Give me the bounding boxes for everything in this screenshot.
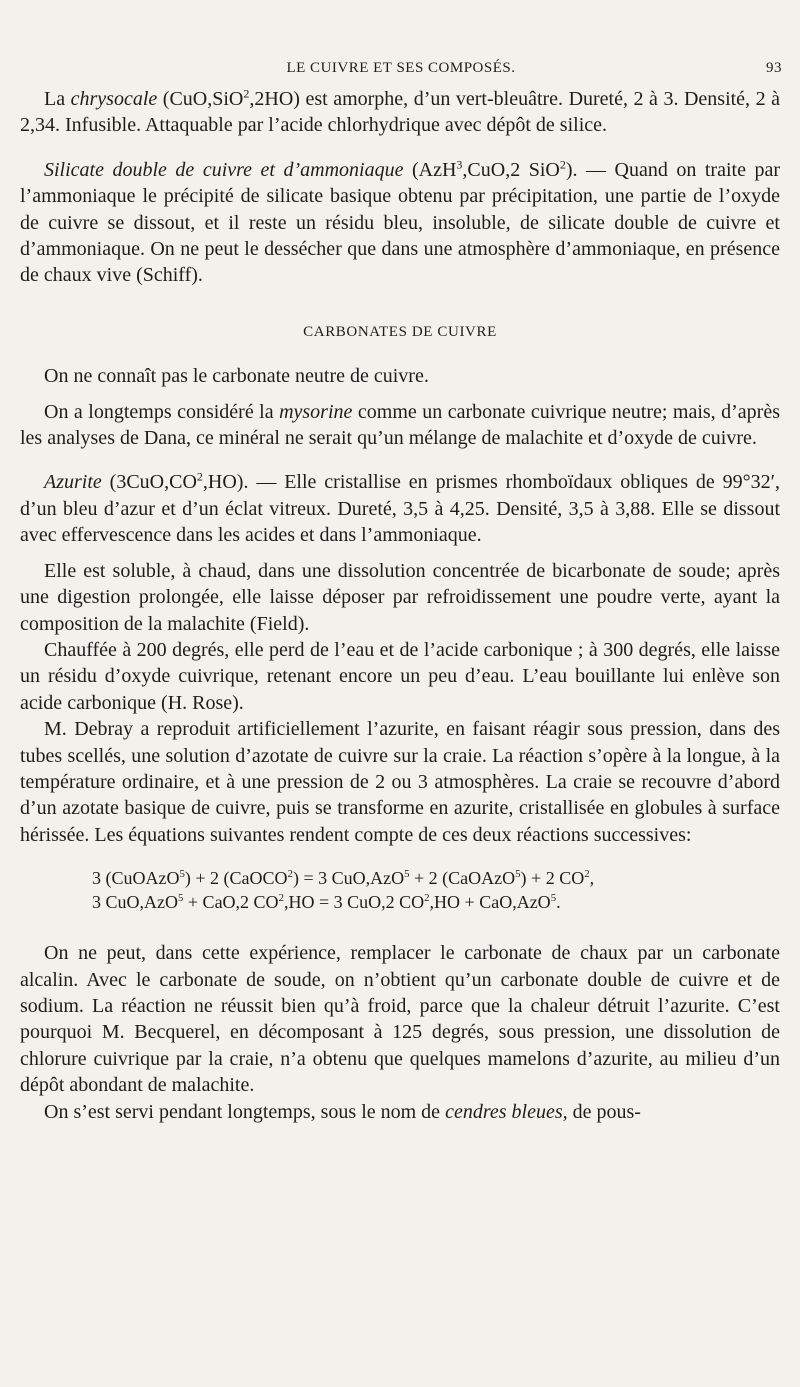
paragraph-neutral-carbonate: On ne connaît pas le carbonate neutre de cuivre.	[44, 365, 429, 388]
paragraph-azurite: Azurite $(3CuO,CO^2,HO)$. — Elle cristallise en prismes rhomboïdaux obliques de 99°32′, d’un bleu d’azur et d’un éclat vitreux. Dureté, 3,5 à 4,25. Densité, 3,5 à 3,88. Elle se dissout avec effervescence dans les acides et dans l’ammoniaque.	[20, 469, 780, 547]
mineral-name-azurite: Azurite	[44, 471, 102, 494]
equation-2: 3 CuO,AzO$^5$ + CaO,2 $CO^2,HO = 3$ CuO,2 $CO^2,HO + CaO,AzO^5$.	[92, 892, 561, 913]
paragraph-solubility: Elle est soluble, à chaud, dans une dissolution concentrée de bicarbonate de soude; après une digestion prolongée, elle laisse déposer par refroidissement une poudre verte, ayant la composition de la malachite (Field).	[20, 559, 780, 635]
paragraph-heating: Chauffée à 200 degrés, elle perd de l’eau et de l’acide carbonique ; à 300 degrés, elle laisse un résidu d’oxyde cuivrique, retenant encore un peu d’eau. L’eau bouillante lui enlève son acide carbonique (H. Rose).	[20, 638, 780, 714]
mineral-name-mysorine: mysorine	[279, 400, 353, 423]
reaction-equations	[20, 866, 780, 914]
paragraph-chrysocale: La chrysocale (CuO,SiO$^2$,2HO) est amorphe, d’un vert-bleuâtre. Dureté, 2 à 3. Densité, 2 à 2,34. Infusible. Attaquable par l’acide chlorhydrique avec dépôt de silice.	[20, 86, 780, 137]
equation-1: 3 (CuOAzO$^5$) + 2 (CaOCO$^2$) = 3 CuO,AzO$^5$ + 2 (CaOAzO$^5$) + 2 $CO^2$,	[92, 868, 595, 889]
term-cendres-bleues: cendres bleues,	[445, 1100, 568, 1123]
compound-name-silicate: Silicate double de cuivre et d’ammoniaque	[44, 158, 404, 181]
paragraph-alkaline-carbonate: On ne peut, dans cette expérience, remplacer le carbonate de chaux par un carbonate alcalin. Avec le carbonate de soude, on n’obtient qu’un carbonate double de cuivre et de sodium. La réaction ne réussit bien qu’à froid, parce que la chaleur détruit l’azurite. C’est pourquoi M. Becquerel, en décomposant à 125 degrés, sous pression, une dissolution de chlorure cuivrique par la craie, n’a obtenu que quelques mamelons d’azurite, au milieu d’un dépôt abondant de malachite.	[20, 942, 780, 1097]
paragraph-debray: M. Debray a reproduit artificiellement l’azurite, en faisant réagir sous pression, dans des tubes scellés, une solution d’azotate de cuivre sur la craie. La réaction s’opère à la longue, à la température ordinaire, et à une pression de 2 ou 3 atmosphères. La craie se recouvre d’abord d’un azotate basique de cuivre, puis se transforme en azurite, cristallisée en globules à surface hérissée. Les équations suivantes rendent compte de ces deux réactions successives:	[20, 718, 780, 846]
page-number: 93	[766, 60, 782, 76]
section-heading: CARBONATES DE CUIVRE	[303, 323, 497, 340]
paragraph-mysorine: On a longtemps considéré la mysorine comme un carbonate cuivrique neutre; mais, d’après les analyses de Dana, ce minéral ne serait qu’un mélange de malachite et d’oxyde de cuivre.	[20, 400, 780, 450]
running-title: LE CUIVRE ET SES COMPOSÉS.	[286, 60, 516, 76]
paragraph-cendres-bleues: On s’est servi pendant longtemps, sous le nom de cendres bleues, de pous-	[44, 1100, 641, 1123]
mineral-name-chrysocale: chrysocale	[70, 88, 158, 110]
page-body	[20, 86, 780, 1125]
paragraph-silicate-double: Silicate double de cuivre et d’ammoniaque (AzH$^3$,CuO,2 SiO$^2$). — Quand on traite par l’ammoniaque le précipité de silicate basique obtenu par précipitation, une partie de l’oxyde de cuivre se dissout, et il reste un résidu bleu, insoluble, de silicate double de cuivre et d’ammoniaque. On ne peut le dessécher que dans une atmosphère d’ammoniaque, en présence de chaux vive (Schiff).	[20, 157, 780, 287]
